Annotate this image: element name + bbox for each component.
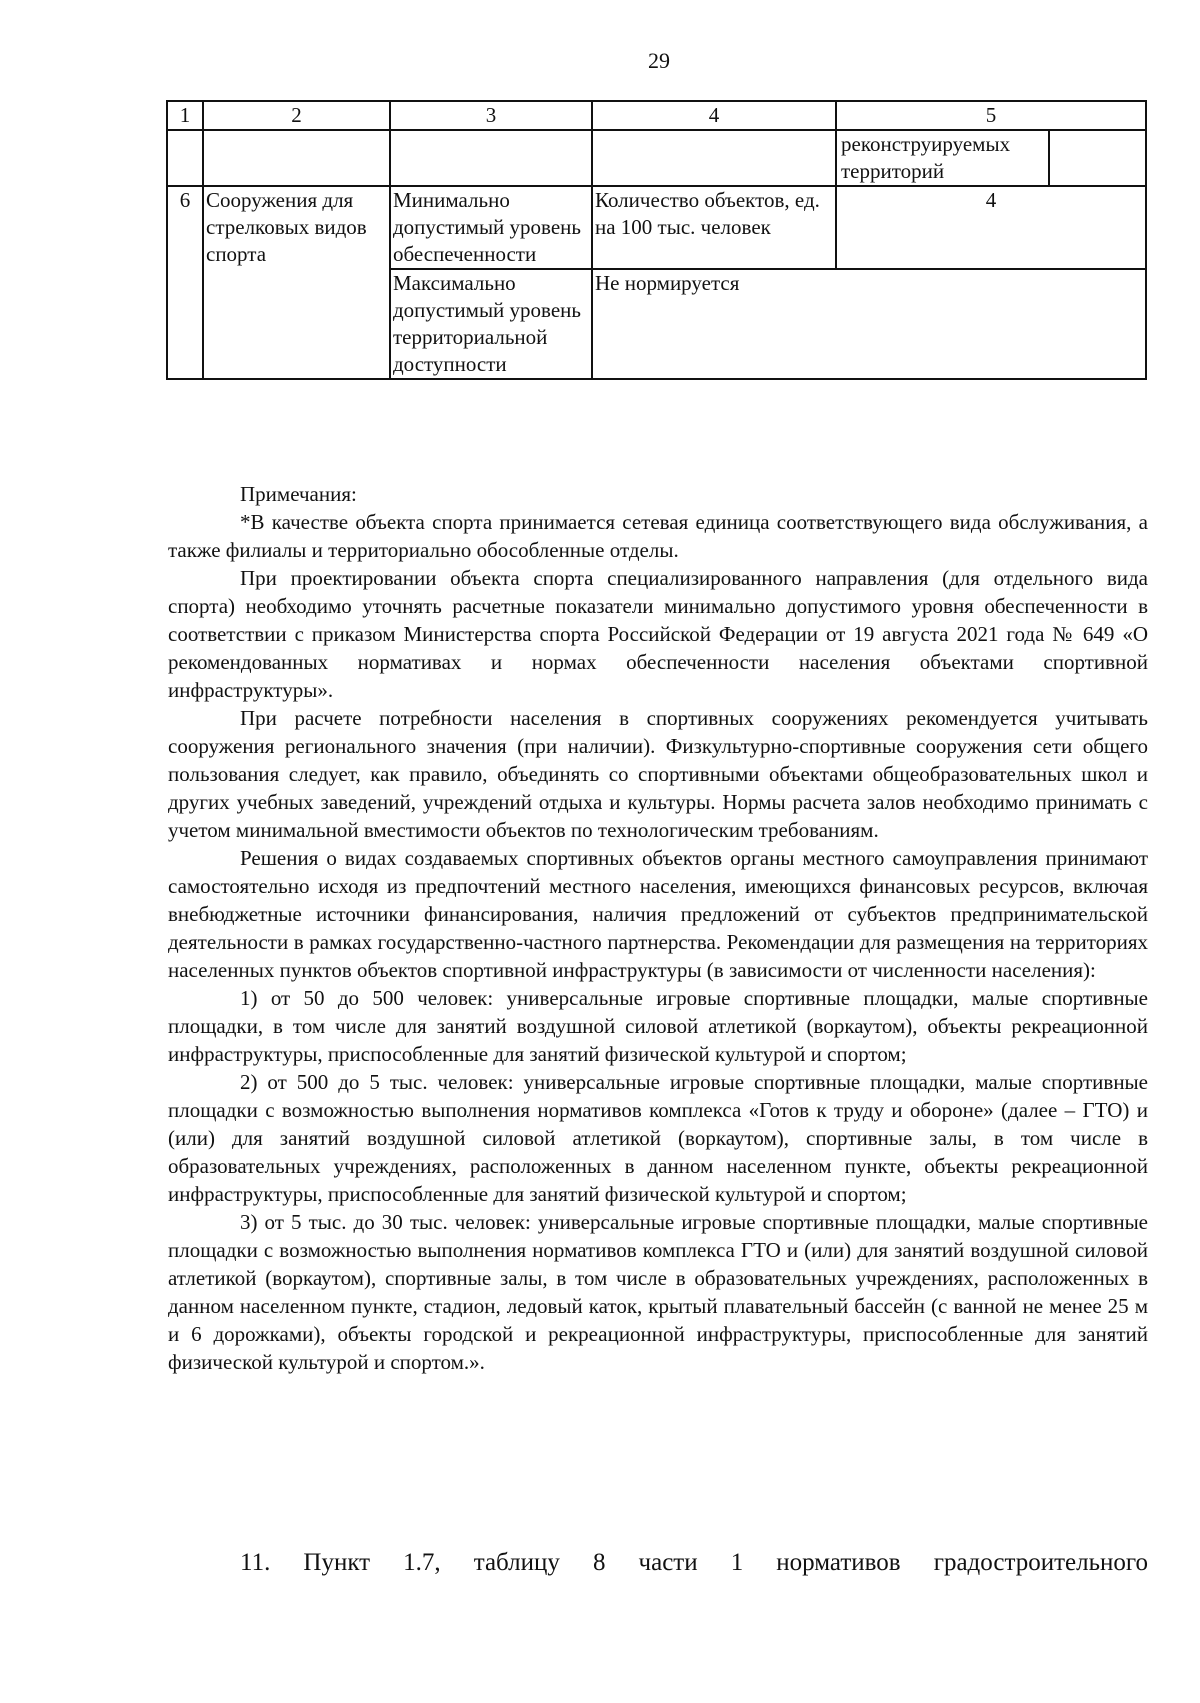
note-list-item: 3) от 5 тыс. до 30 тыс. человек: универсальные игровые спортивные площадки, малые спортивные площадки с возможностью выполнения нормативов комплекса ГТО и (или) для занятий воздушной силовой атлетикой (воркаутом), спортивные залы, в том числе в образовательных учреждениях, расположенных в данном населенном пункте, стадион, ледовый каток, крытый плавательный бассейн (с ванной не менее 25 м и 6 дорожками), объекты городской и рекреационной инфраструктуры, приспособленные для занятий физической культурой и спортом.». [168,1210,1148,1374]
cell-empty [167,130,203,186]
row-number: 6 [167,186,203,379]
norms-table [166,100,1147,380]
min-indicator: Минимально допустимый уровень обеспеченности [390,186,592,269]
continuation-text: реконструируемых территорий [839,131,1049,185]
header-col-1: 1 [167,101,203,130]
min-value: 4 [836,186,1146,269]
item-11-heading: 11. Пункт 1.7, таблицу 8 части 1 нормативов градостроительного [240,1549,1148,1576]
note-paragraph: Решения о видах создаваемых спортивных объектов органы местного самоуправления принимают самостоятельно исходя из предпочтений местного населения, имеющихся финансовых ресурсов, включая внебюджетные источники финансирования, наличия предложений от субъектов предпринимательской деятельности в рамках государственно-частного партнерства. Рекомендации для размещения на территориях населенных пунктов объектов спортивной инфраструктуры (в зависимости от численности населения): [168,846,1148,982]
notes-section [168,480,1148,1376]
header-col-2: 2 [203,101,390,130]
header-col-3: 3 [390,101,592,130]
facility-name: Сооружения для стрелковых видов спорта [203,186,390,379]
note-paragraph: При проектировании объекта спорта специализированного направления (для отдельного вида спорта) необходимо уточнять расчетные показатели минимально допустимого уровня обеспеченности в соответствии с приказом Министерства спорта Российской Федерации от 19 августа 2021 года № 649 «О рекомендованных нормативах и нормах обеспеченности населения объектами спортивной инфраструктуры». [168,566,1148,702]
cell-empty [592,130,836,186]
table-header-row [167,101,1146,130]
note-paragraph: При расчете потребности населения в спортивных сооружениях рекомендуется учитывать сооружения регионального значения (при наличии). Физкультурно-спортивные сооружения сети общего пользования следует, как правило, объединять со спортивными объектами общеобразовательных школ и других учебных заведений, учреждений отдыха и культуры. Нормы расчета залов необходимо принимать с учетом минимальной вместимости объектов по технологическим требованиям. [168,706,1148,842]
cell-empty [390,130,592,186]
cell-empty [1049,131,1143,185]
table-row-6-min [167,186,1146,269]
notes-title: Примечания: [240,482,357,506]
header-col-5: 5 [836,101,1146,130]
note-list-item: 2) от 500 до 5 тыс. человек: универсальные игровые спортивные площадки, малые спортивные площадки с возможностью выполнения нормативов комплекса «Готов к труду и обороне» (далее – ГТО) и (или) для занятий воздушной силовой атлетикой (воркаутом), спортивные залы, в том числе в образовательных учреждениях, расположенных в данном населенном пункте, объекты рекреационной инфраструктуры, приспособленные для занятий физической культурой и спортом; [168,1070,1148,1206]
min-unit: Количество объектов, ед. на 100 тыс. человек [592,186,836,269]
max-indicator: Максимально допустимый уровень территориальной доступности [390,269,592,379]
cell-empty [203,130,390,186]
page-number: 29 [648,48,670,73]
header-col-4: 4 [592,101,836,130]
table-row-continuation [167,130,1146,186]
max-value: Не нормируется [592,269,1146,379]
note-paragraph: *В качестве объекта спорта принимается сетевая единица соответствующего вида обслуживания, а также филиалы и территориально обособленные отделы. [168,510,1148,562]
cell-continuation [836,130,1146,186]
note-list-item: 1) от 50 до 500 человек: универсальные игровые спортивные площадки, малые спортивные площадки, в том числе для занятий воздушной силовой атлетикой (воркаутом), объекты рекреационной инфраструктуры, приспособленные для занятий физической культурой и спортом; [168,986,1148,1066]
